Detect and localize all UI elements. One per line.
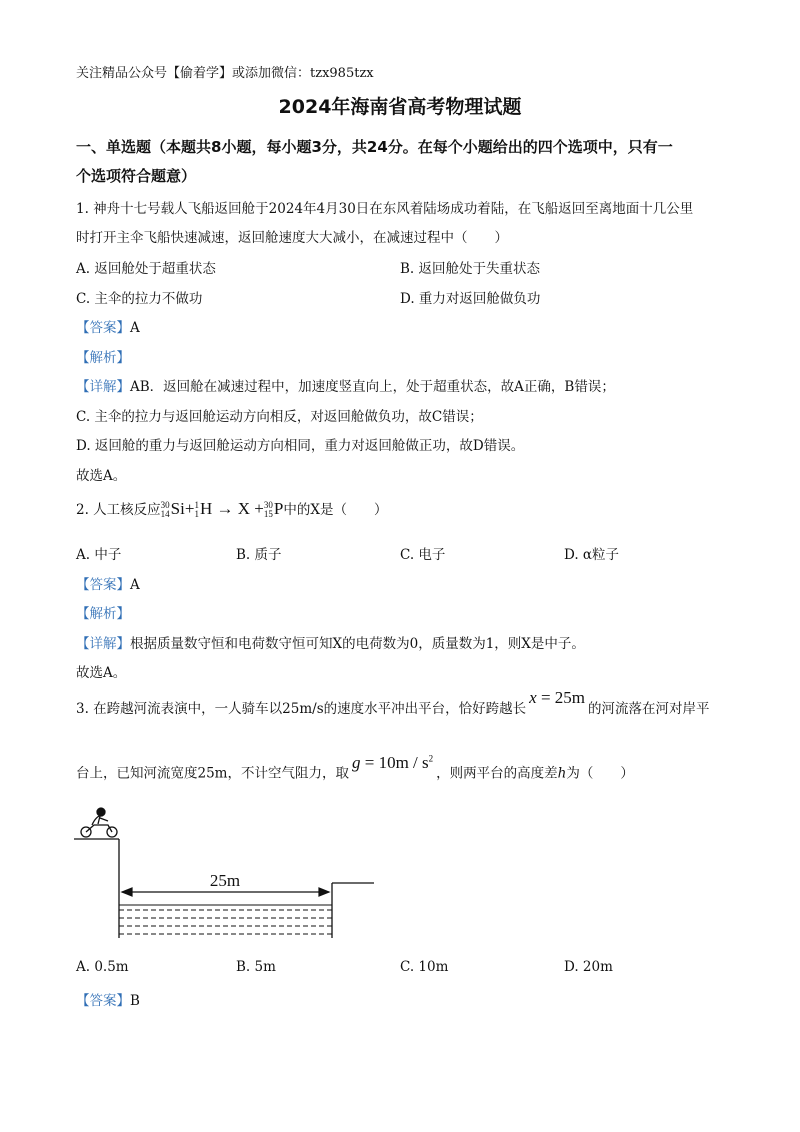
q1-detail-line3: D. 返回舱的重力与返回舱运动方向相同，重力对返回舱做正功，故D错误。 bbox=[76, 438, 525, 454]
q2-option-b: B. 质子 bbox=[236, 547, 282, 563]
q2-answer-value: A bbox=[130, 577, 140, 593]
q3-height-var: h bbox=[557, 765, 567, 782]
q1-detail-line1 bbox=[76, 375, 615, 395]
detail-label: 【详解】 bbox=[76, 379, 130, 395]
q3-option-c: C. 10m bbox=[400, 959, 449, 975]
q1-detail-text1: AB．返回舱在减速过程中，加速度竖直向上，处于超重状态，故A正确，B错误； bbox=[130, 379, 615, 395]
q1-conclusion: 故选A。 bbox=[76, 468, 127, 484]
q3-stem-text2: 的河流落在河对岸平 bbox=[588, 701, 710, 717]
q2-option-c: C. 电子 bbox=[400, 547, 446, 563]
q1-option-c: C. 主伞的拉力不做功 bbox=[76, 291, 203, 307]
p-nuclide: 30 15 bbox=[263, 500, 273, 520]
figure-width-label: 25m bbox=[209, 871, 241, 890]
q1-option-d: D. 重力对返回舱做负功 bbox=[400, 291, 541, 307]
q1-answer bbox=[76, 316, 140, 336]
q2-option-d: D. α粒子 bbox=[564, 547, 620, 563]
q3-answer-value: B bbox=[130, 993, 140, 1009]
q1-answer-value: A bbox=[130, 320, 140, 336]
q2-detail-text: 根据质量数守恒和电荷数守恒可知X的电荷数为0，质量数为1，则X是中子。 bbox=[130, 636, 585, 652]
nuclear-equation: 30 14Si+1 1H → X +30 15P bbox=[160, 499, 284, 520]
q2-conclusion: 故选A。 bbox=[76, 665, 127, 681]
q2-stem-prefix: 2. 人工核反应 bbox=[76, 502, 161, 518]
river-water bbox=[119, 905, 332, 934]
h-nuclide: 1 1 bbox=[194, 500, 199, 520]
answer-label: 【答案】 bbox=[76, 577, 130, 593]
q3-stem-text3: 台上，已知河流宽度25m，不计空气阻力，取 bbox=[76, 765, 349, 782]
section-heading-line2: 个选项符合题意） bbox=[76, 167, 197, 185]
q3-option-b: B. 5m bbox=[236, 959, 276, 975]
q1-stem-line1: 1. 神舟十七号载人飞船返回舱于2024年4月30日在东风着陆场成功着陆，在飞船返回至离地面十几公里 bbox=[76, 201, 694, 217]
q3-stem-line1 bbox=[76, 688, 710, 724]
q3-equation-x: x = 25m bbox=[529, 688, 585, 707]
q2-option-a: A. 中子 bbox=[76, 547, 122, 563]
q2-stem-suffix: 中的X是（ ） bbox=[283, 502, 388, 518]
q1-option-a: A. 返回舱处于超重状态 bbox=[76, 261, 216, 277]
q3-stem-text1: 3. 在跨越河流表演中，一人骑车以25m/s的速度水平冲出平台，恰好跨越长 bbox=[76, 701, 527, 717]
page-title: 2024年海南省高考物理试题 bbox=[278, 96, 522, 118]
q3-answer bbox=[76, 989, 140, 1009]
q3-stem-text4: ，则两平台的高度差 bbox=[436, 765, 558, 782]
river-jump-figure bbox=[70, 806, 390, 946]
q2-analysis-label: 【解析】 bbox=[76, 606, 130, 622]
q2-answer bbox=[76, 573, 140, 593]
answer-label: 【答案】 bbox=[76, 320, 130, 336]
q1-analysis-label: 【解析】 bbox=[76, 350, 130, 366]
si-nuclide: 30 14 bbox=[160, 500, 170, 520]
motorcycle-rider-icon bbox=[81, 808, 117, 837]
detail-label: 【详解】 bbox=[76, 636, 130, 652]
q3-stem-text5: 为（ ） bbox=[566, 765, 634, 782]
q2-detail bbox=[76, 632, 585, 652]
q3-option-a: A. 0.5m bbox=[76, 959, 129, 975]
q2-stem bbox=[76, 494, 387, 525]
section-heading-line1: 一、单选题（本题共8小题，每小题3分，共24分。在每个小题给出的四个选项中，只有一 bbox=[76, 138, 673, 156]
answer-label: 【答案】 bbox=[76, 993, 130, 1009]
q1-option-b: B. 返回舱处于失重状态 bbox=[400, 261, 541, 277]
q1-detail-line2: C. 主伞的拉力与返回舱运动方向相反，对返回舱做负功，故C错误； bbox=[76, 409, 483, 425]
q3-option-d: D. 20m bbox=[564, 959, 613, 975]
q3-stem-line2 bbox=[76, 753, 634, 789]
q1-stem-line2: 时打开主伞飞船快速减速，返回舱速度大大减小，在减速过程中（ ） bbox=[76, 230, 508, 246]
q3-equation-g: $g = 10m / s^2$ bbox=[351, 752, 434, 772]
wechat-notice: 关注精品公众号【偷着学】或添加微信：tzx985tzx bbox=[76, 66, 374, 81]
